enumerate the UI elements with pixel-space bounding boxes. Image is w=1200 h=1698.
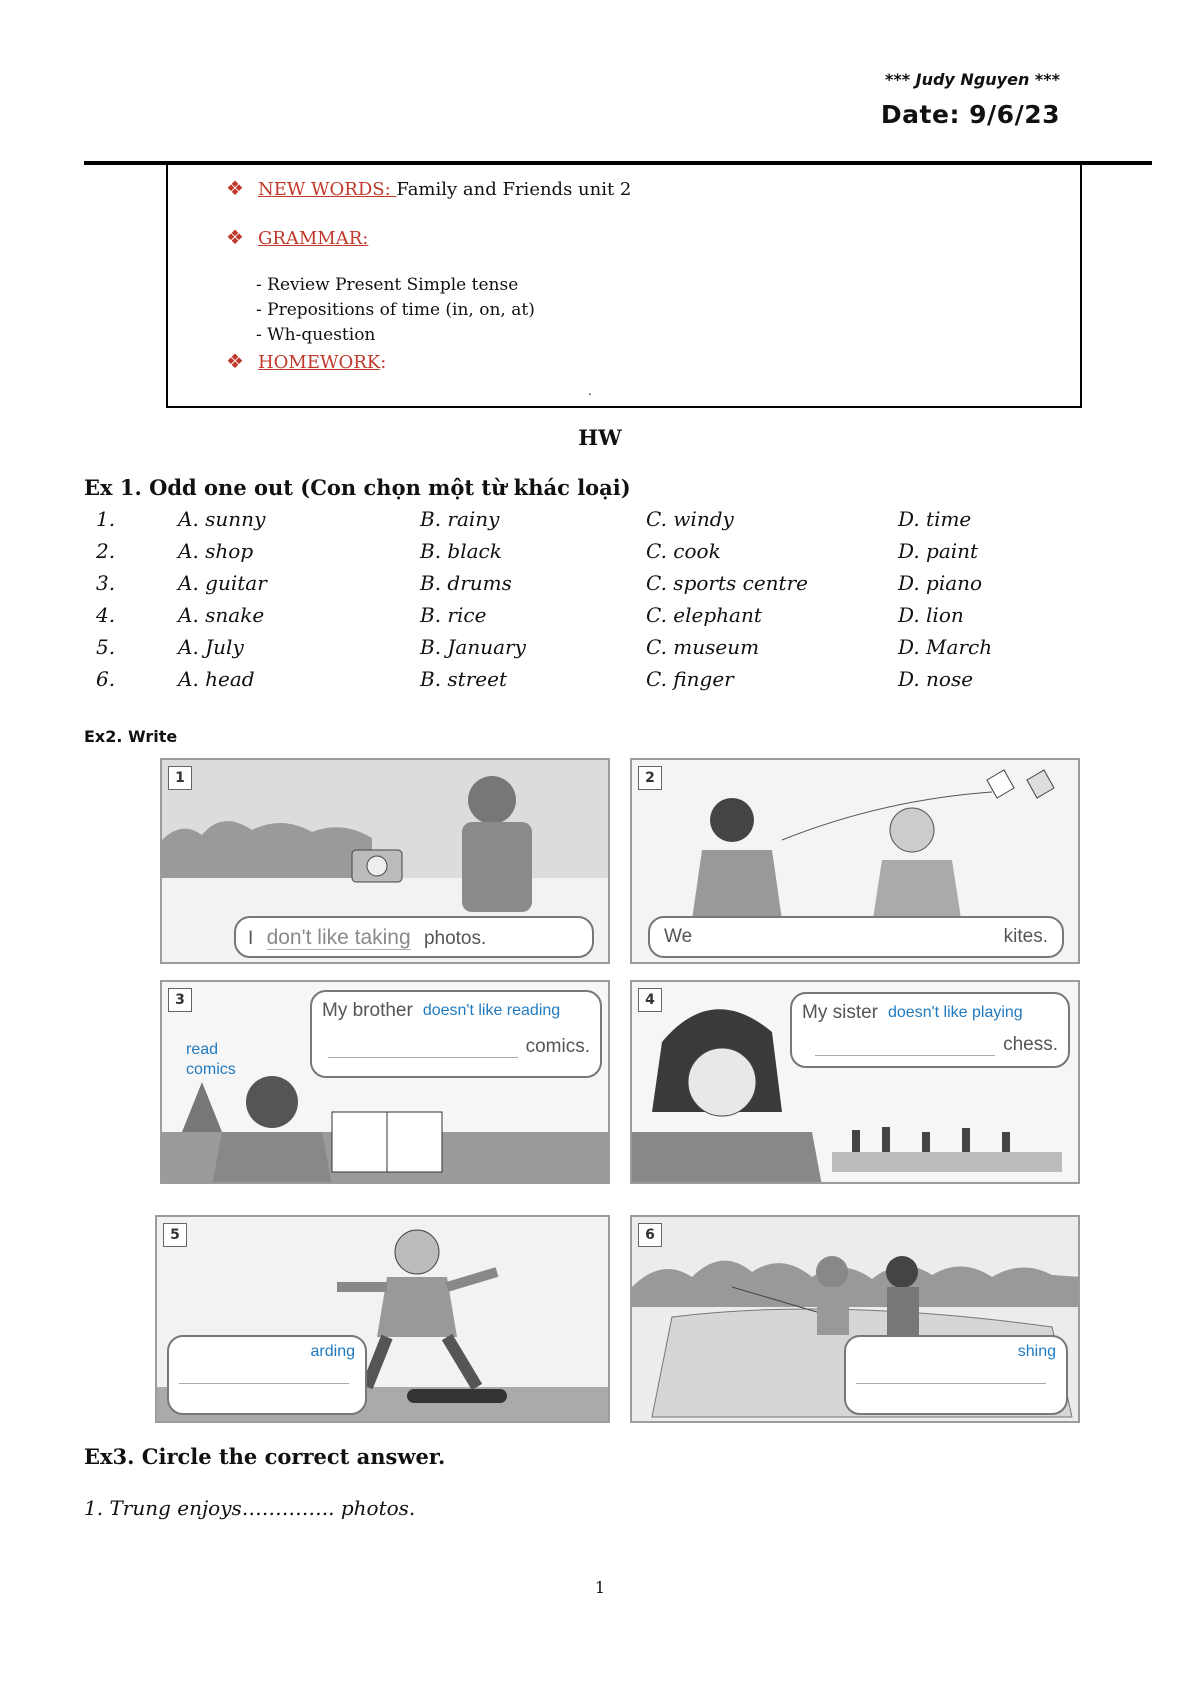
option-c: C. elephant [646,603,762,627]
panel-number: 3 [168,988,192,1012]
bubble-filled-answer: doesn't like reading [422,1002,561,1019]
question-number: 6. [96,667,116,691]
new-words-row [226,176,631,200]
picture-panel-6 [630,1215,1080,1423]
date-line: Date: 9/6/23 [880,100,1060,129]
bubble-end-text: kites. [1003,926,1048,947]
bubble-start-text: We [664,926,693,947]
option-a: A. July [178,635,244,659]
homework-label: HOMEWORK [257,352,381,373]
bubble-start-text: I [248,928,254,949]
hw-title: HW [578,425,622,450]
option-a: A. guitar [178,571,267,595]
picture-panel-5 [155,1215,610,1423]
answer-blank-line [856,1383,1046,1384]
answer-blank-line [328,1057,518,1058]
odd-one-out-row [84,503,1098,535]
ex1-title: Ex 1. Odd one out (Con chọn một từ khác loại) [84,475,631,500]
odd-one-out-row [84,631,1098,663]
ex3-title: Ex3. Circle the correct answer. [84,1444,446,1469]
grammar-item: - Prepositions of time (in, on, at) [256,300,535,320]
ex3-question-1: 1. Trung enjoys………….. photos. [84,1496,416,1520]
speech-bubble [310,990,602,1078]
option-b: B. black [420,539,502,563]
panel-number: 6 [638,1223,662,1247]
bubble-end-text: photos. [423,928,487,949]
odd-one-out-table [84,503,1098,695]
option-a: A. shop [178,539,254,563]
bubble-end-text: comics. [525,1036,590,1057]
homework-colon: : [380,352,387,373]
option-c: C. finger [646,667,734,691]
option-b: B. street [420,667,507,691]
option-b: B. rainy [420,507,500,531]
picture-panel-3 [160,980,610,1184]
page-number: 1 [594,1578,606,1597]
option-d: D. nose [898,667,974,691]
diamond-bullet-icon: ❖ [226,225,244,249]
option-c: C. museum [646,635,760,659]
panel-number: 5 [163,1223,187,1247]
option-b: B. rice [420,603,487,627]
answer-blank-line [815,1055,995,1056]
speech-bubble [234,916,594,958]
grammar-item: - Review Present Simple tense [256,275,519,295]
option-b: B. drums [420,571,512,595]
new-words-value: Family and Friends unit 2 [396,179,632,200]
homework-dot: . [588,384,592,398]
panel-number: 1 [168,766,192,790]
option-d: D. piano [898,571,983,595]
answer-blank-line [179,1383,349,1384]
diamond-bullet-icon: ❖ [226,349,244,373]
odd-one-out-row [84,535,1098,567]
picture-panel-1 [160,758,610,964]
option-d: D. time [898,507,972,531]
option-d: D. paint [898,539,979,563]
question-number: 3. [96,571,116,595]
question-number: 4. [96,603,116,627]
panel-number: 4 [638,988,662,1012]
bubble-filled-answer: shing [1017,1343,1056,1360]
bubble-filled-answer: doesn't like playing [888,1004,1023,1021]
option-c: C. sports centre [646,571,808,595]
option-c: C. cook [646,539,721,563]
question-number: 5. [96,635,116,659]
panel-number: 2 [638,766,662,790]
ex2-title: Ex2. Write [84,727,178,746]
homework-row [226,349,386,373]
bubble-end-text: chess. [1003,1034,1058,1055]
diamond-bullet-icon: ❖ [226,176,244,200]
odd-one-out-row [84,663,1098,695]
picture-prompt: read comics [186,1041,236,1078]
odd-one-out-row [84,599,1098,631]
option-b: B. January [420,635,526,659]
bubble-start-text: My brother [322,1000,413,1021]
summary-box [166,164,1082,408]
grammar-row [226,225,368,249]
picture-panel-4 [630,980,1080,1184]
new-words-label: NEW WORDS: [257,179,397,200]
question-number: 1. [96,507,116,531]
grammar-item: - Wh-question [256,325,376,345]
option-d: D. March [898,635,993,659]
bubble-filled-answer: arding [310,1343,355,1360]
speech-bubble [844,1335,1068,1415]
option-d: D. lion [898,603,964,627]
speech-bubble [790,992,1070,1068]
speech-bubble [648,916,1064,958]
picture-panel-2 [630,758,1080,964]
bubble-filled-answer: don't like taking [266,926,411,949]
speech-bubble [167,1335,367,1415]
odd-one-out-row [84,567,1098,599]
grammar-label: GRAMMAR: [257,228,369,249]
bubble-start-text: My sister [802,1002,878,1023]
author-line: *** Judy Nguyen *** [884,70,1060,89]
option-c: C. windy [646,507,734,531]
option-a: A. snake [178,603,265,627]
option-a: A. sunny [178,507,266,531]
option-a: A. head [178,667,255,691]
question-number: 2. [96,539,116,563]
